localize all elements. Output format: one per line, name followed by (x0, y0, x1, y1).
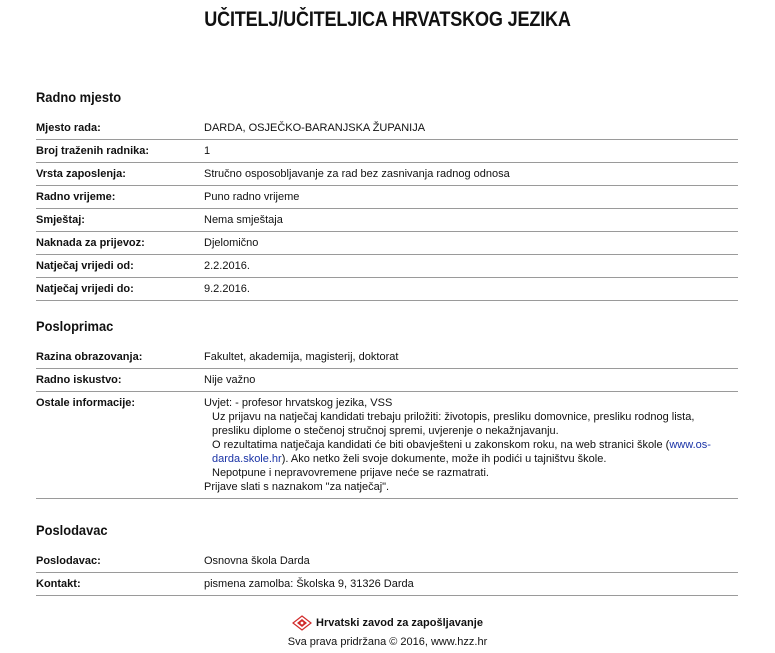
row-label: Razina obrazovanja: (36, 351, 143, 363)
table-row-kontakt (36, 573, 738, 596)
row-value: 2.2.2016. (204, 260, 250, 272)
table-row-mjesto-rada (36, 117, 738, 140)
row-value: Puno radno vrijeme (204, 191, 300, 203)
table-row-vrsta-zaposlenja (36, 163, 738, 186)
footer-brand (0, 615, 775, 631)
table-row-broj-radnika (36, 140, 738, 163)
row-label: Poslodavac: (36, 555, 101, 567)
row-label: Radno iskustvo: (36, 374, 122, 386)
ostale-line-rezultati (204, 438, 734, 466)
ostale-rezultati-text-end: ). Ako netko želi svoje dokumente, može ih podići u tajništvu škole. (281, 453, 607, 465)
posloprimac-table (36, 346, 738, 499)
table-row-radno-vrijeme (36, 186, 738, 209)
table-row-naknada-prijevoz (36, 232, 738, 255)
row-label: Mjesto rada: (36, 122, 101, 134)
row-value: DARDA, OSJEČKO-BARANJSKA ŽUPANIJA (204, 122, 426, 134)
ostale-line-nepotpune: Nepotpune i nepravovremene prijave neće se razmatrati. (212, 467, 489, 479)
hzz-logo-icon (292, 615, 312, 631)
row-label: Radno vrijeme: (36, 191, 116, 203)
row-label: Vrsta zaposlenja: (36, 168, 126, 180)
row-label: Smještaj: (36, 214, 85, 226)
table-row-vrijedi-od (36, 255, 738, 278)
row-label: Ostale informacije: (36, 397, 136, 409)
table-row-smjestaj (36, 209, 738, 232)
table-row-poslodavac (36, 550, 738, 573)
row-value: Osnovna škola Darda (204, 555, 310, 567)
row-value: Fakultet, akademija, magisterij, doktorat (204, 351, 399, 363)
ostale-line-dokumenti: Uz prijavu na natječaj kandidati trebaju priložiti: životopis, presliku domovnice, presliku rodnog lista, presliku diplome o stečenoj stručnoj spremi, uvjerenje o nekažnjavanju. (212, 411, 695, 437)
row-label: Natječaj vrijedi od: (36, 260, 134, 272)
row-value: Nije važno (204, 374, 256, 386)
row-value: Djelomično (204, 237, 259, 249)
table-row-ostale-informacije (36, 392, 738, 499)
section-heading-radno-mjesto: Radno mjesto (36, 89, 122, 105)
row-label: Broj traženih radnika: (36, 145, 150, 157)
row-label: Naknada za prijevoz: (36, 237, 145, 249)
row-label: Kontakt: (36, 578, 81, 590)
ostale-line-uvjet: Uvjet: - profesor hrvatskog jezika, VSS (204, 397, 393, 409)
radno-mjesto-table (36, 117, 738, 301)
row-value: pismena zamolba: Školska 9, 31326 Darda (204, 578, 414, 590)
row-value: Nema smještaja (204, 214, 283, 226)
ostale-line-prijave: Prijave slati s naznakom "za natječaj". (204, 481, 390, 493)
row-value: 9.2.2016. (204, 283, 250, 295)
poslodavac-table (36, 550, 738, 596)
row-label: Natječaj vrijedi do: (36, 283, 134, 295)
school-website-link[interactable]: www.os-darda.skole.hr (212, 439, 711, 465)
row-value: Stručno osposobljavanje za rad bez zasnivanja radnog odnosa (204, 168, 510, 180)
footer-brand-name: Hrvatski zavod za zapošljavanje (316, 617, 483, 629)
table-row-radno-iskustvo (36, 369, 738, 392)
section-heading-poslodavac: Poslodavac (36, 522, 108, 538)
page-title: UČITELJ/UČITELJICA HRVATSKOG JEZIKA (204, 8, 571, 31)
footer-copyright: Sva prava pridržana © 2016, www.hzz.hr (287, 636, 488, 648)
section-heading-posloprimac: Posloprimac (36, 318, 114, 334)
row-value: 1 (204, 145, 211, 157)
ostale-rezultati-text: O rezultatima natječaja kandidati će biti obavješteni u zakonskom roku, na web stranici škole ( (212, 439, 670, 451)
row-value-ostale (204, 396, 738, 494)
table-row-vrijedi-do (36, 278, 738, 301)
table-row-razina-obrazovanja (36, 346, 738, 369)
